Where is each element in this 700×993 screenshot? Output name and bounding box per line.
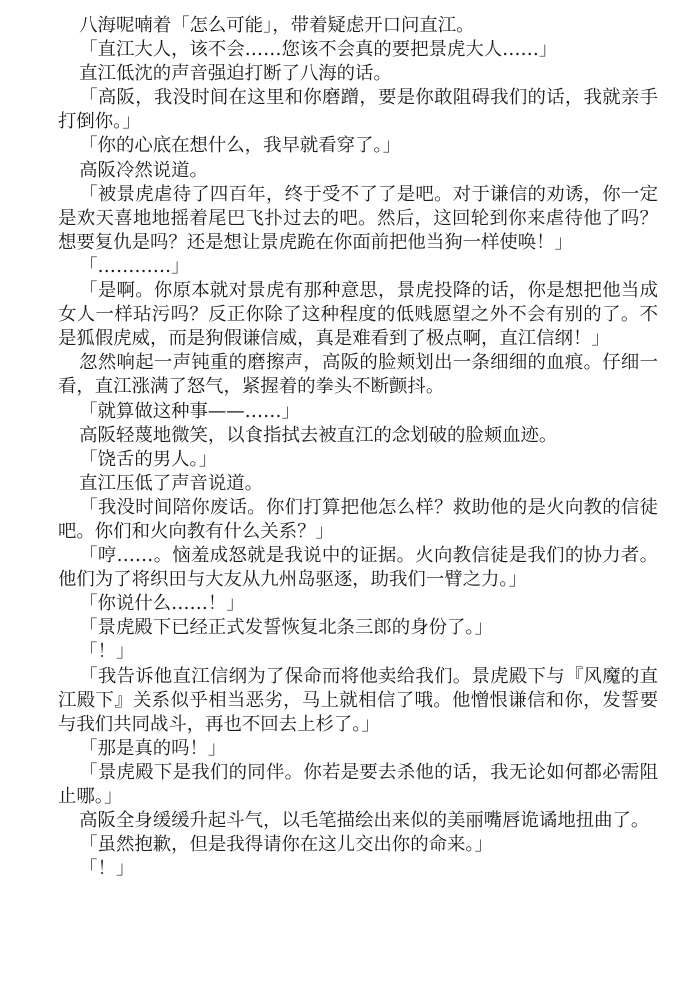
- paragraph: 「我告诉他直江信纲为了保命而将他卖给我们。景虎殿下与『风魔的直江殿下』关系似乎相当恶劣，马上就相信了哦。他憎恨谦信和你，发誓要与我们共同战斗，再也不回去上杉了。」: [58, 665, 658, 735]
- paragraph: 「景虎殿下已经正式发誓恢复北条三郎的身份了。」: [79, 617, 493, 639]
- paragraph: 「景虎殿下是我们的同伴。你若是要去杀他的话，我无论如何都必需阻止哪。」: [58, 761, 658, 807]
- paragraph: 「…………」: [79, 255, 190, 277]
- paragraph: 「我没时间陪你废话。你们打算把他怎么样？救助他的是火向教的信徒吧。你们和火向教有什么关系？」: [58, 496, 658, 542]
- paragraph: 「你说什么……！」: [79, 593, 245, 615]
- paragraph: 直江低沈的声音强迫打断了八海的话。: [79, 63, 392, 85]
- paragraph: 「饶舌的男人。」: [79, 448, 218, 470]
- paragraph: 「被景虎虐待了四百年，终于受不了了是吧。对于谦信的劝诱，你一定是欢天喜地地摇着尾巴飞扑过去的吧。然后，这回轮到你来虐待他了吗？想要复仇是吗？还是想让景虎跪在你面前把他当狗一样使唤！」: [58, 183, 658, 253]
- paragraph: 「是啊。你原本就对景虎有那种意思，景虎投降的话，你是想把他当成女人一样玷污吗？反正你除了这种程度的低贱愿望之外不会有别的了。不是狐假虎威，而是狗假谦信威，真是难看到了极点啊，直江信纲！」: [58, 280, 658, 350]
- paragraph: 「！」: [79, 858, 135, 880]
- paragraph: 「高阪，我没时间在这里和你磨蹭，要是你敢阻碍我们的话，我就亲手打倒你。」: [58, 87, 658, 133]
- paragraph: 直江压低了声音说道。: [79, 472, 264, 494]
- paragraph: 「哼……。恼羞成怒就是我说中的证据。火向教信徒是我们的协力者。他们为了将织田与大友从九州岛驱逐，助我们一臂之力。」: [58, 545, 658, 591]
- paragraph: 「！」: [79, 641, 135, 663]
- paragraph: 高阪全身缓缓升起斗气，以毛笔描绘出来似的美丽嘴唇诡谲地扭曲了。: [79, 810, 650, 832]
- paragraph: 「就算做这种事——……」: [79, 400, 300, 422]
- paragraph: 高阪轻蔑地微笑，以食指拭去被直江的念划破的脸颊血迹。: [79, 424, 558, 446]
- paragraph: 高阪冷然说道。: [79, 159, 208, 181]
- paragraph: 八海呢喃着「怎么可能」，带着疑虑开口问直江。: [79, 15, 475, 36]
- paragraph: 「你的心底在想什么，我早就看穿了。」: [79, 135, 401, 157]
- document-page: [58, 14, 658, 984]
- paragraph: 「那是真的吗！」: [79, 737, 227, 759]
- paragraph: 「虽然抱歉，但是我得请你在这儿交出你的命来。」: [79, 834, 493, 856]
- paragraph: 忽然响起一声钝重的磨擦声，高阪的脸颊划出一条细细的血痕。仔细一看，直江涨满了怒气，紧握着的拳头不断颤抖。: [58, 352, 658, 398]
- paragraph: 「直江大人，该不会……您该不会真的要把景虎大人……」: [79, 39, 558, 61]
